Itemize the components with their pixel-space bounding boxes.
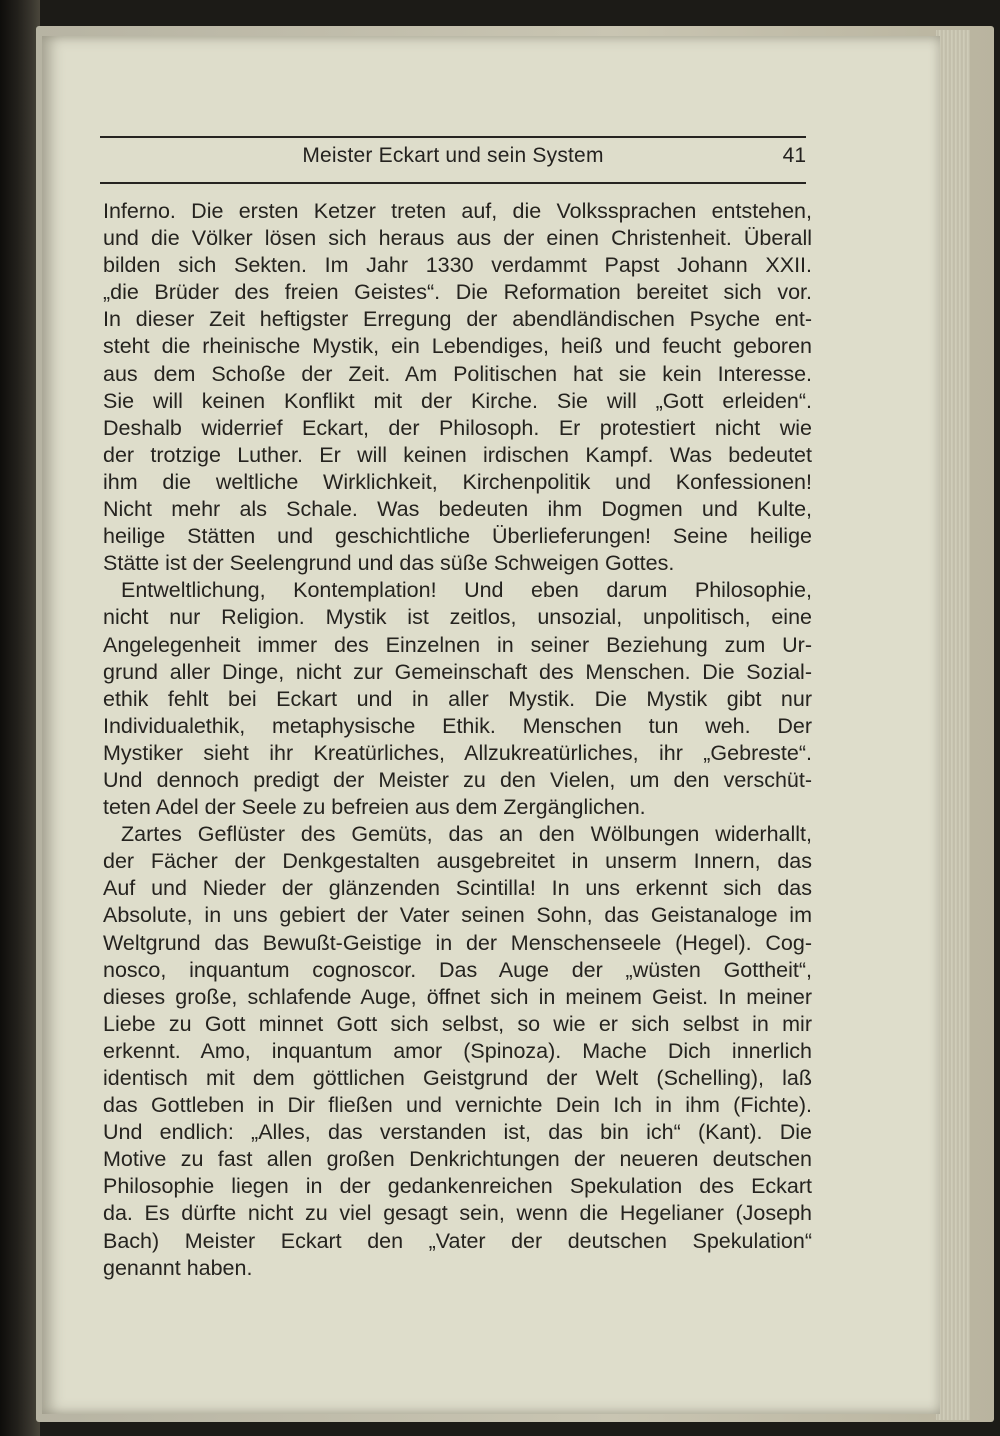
text-line: teten Adel der Seele zu befreien aus dem Zergänglichen.	[103, 795, 646, 820]
text-line: genannt haben.	[103, 1255, 253, 1280]
text-line: Entweltlichung, Kontemplation! Und eben darum Philosophie,	[121, 578, 812, 603]
text-line: dieses große, schlafende Auge, öffnet sich in meinem Geist. In meiner	[103, 984, 812, 1009]
text-line: Individualethik, metaphysische Ethik. Menschen tun weh. Der	[103, 713, 812, 738]
text-line: Philosophie liegen in der gedankenreichen Spekulation des Eckart	[103, 1174, 812, 1199]
text-line: Und dennoch predigt der Meister zu den Vielen, um den verschüt-	[103, 767, 812, 792]
text-line: nicht nur Religion. Mystik ist zeitlos, unsozial, unpolitisch, eine	[103, 605, 812, 630]
text-line: das Gottleben in Dir fließen und vernichte Dein Ich in ihm (Fichte).	[103, 1093, 812, 1118]
text-line: Liebe zu Gott minnet Gott sich selbst, so wie er sich selbst in mir	[103, 1011, 812, 1036]
text-line: Und endlich: „Alles, das verstanden ist, das bin ich“ (Kant). Die	[103, 1120, 812, 1145]
text-line: Nicht mehr als Schale. Was bedeuten ihm Dogmen und Kulte,	[103, 497, 812, 522]
book-spine	[0, 0, 40, 1436]
text-line: Sie will keinen Konflikt mit der Kirche. Sie will „Gott erleiden“.	[103, 388, 812, 413]
text-line: Bach) Meister Eckart den „Vater der deutschen Spekulation“	[103, 1228, 812, 1253]
text-line: nosco, inquantum cognoscor. Das Auge der „wüsten Gottheit“,	[103, 957, 812, 982]
text-line: Inferno. Die ersten Ketzer treten auf, die Volkssprachen entstehen,	[103, 199, 812, 223]
text-line: und die Völker lösen sich heraus aus der einen Christenheit. Überall	[103, 226, 812, 251]
text-line: Mystiker sieht ihr Kreatürliches, Allzukreatürliches, ihr „Gebreste“.	[103, 740, 812, 765]
running-header-title: Meister Eckart und sein System	[302, 144, 604, 167]
text-line: da. Es dürfte nicht zu viel gesagt sein, wenn die Hegelianer (Joseph	[103, 1201, 812, 1226]
text-line: Zartes Geflüster des Gemüts, das an den Wölbungen widerhallt,	[121, 822, 812, 847]
text-line: Absolute, in uns gebiert der Vater seinen Sohn, das Geistanaloge im	[103, 903, 812, 928]
text-line: „die Brüder des freien Geistes“. Die Reformation bereitet sich vor.	[103, 280, 812, 305]
text-line: ihm die weltliche Wirklichkeit, Kirchenpolitik und Konfessionen!	[103, 469, 812, 494]
text-line: Motive zu fast allen großen Denkrichtungen der neueren deutschen	[103, 1147, 812, 1172]
text-line: steht die rheinische Mystik, ein Lebendiges, heiß und feucht geboren	[103, 334, 812, 359]
text-line: In dieser Zeit heftigster Erregung der abendländischen Psyche ent-	[103, 307, 812, 332]
text-line: der trotzige Luther. Er will keinen irdischen Kampf. Was bedeutet	[103, 442, 812, 467]
text-line: erkennt. Amo, inquantum amor (Spinoza). Mache Dich innerlich	[103, 1038, 812, 1063]
page-stack-edge	[936, 30, 970, 1420]
text-line: grund aller Dinge, nicht zur Gemeinschaft des Menschen. Die Sozial-	[103, 659, 812, 684]
text-line: Deshalb widerrief Eckart, der Philosoph. Er protestiert nicht wie	[103, 415, 812, 440]
text-line: Angelegenheit immer des Einzelnen in seiner Beziehung zum Ur-	[103, 632, 812, 657]
running-header	[100, 136, 806, 184]
text-line: der Fächer der Denkgestalten ausgebreitet in unserm Innern, das	[103, 849, 812, 874]
body-text	[103, 198, 812, 1282]
text-line: identisch mit dem göttlichen Geistgrund der Welt (Schelling), laß	[103, 1066, 812, 1090]
text-line: Stätte ist der Seelengrund und das süße Schweigen Gottes.	[103, 551, 675, 576]
text-line: Weltgrund das Bewußt-Geistige in der Menschenseele (Hegel). Cog-	[103, 930, 812, 955]
page-number: 41	[782, 144, 806, 167]
text-line: bilden sich Sekten. Im Jahr 1330 verdammt Papst Johann XXII.	[103, 253, 812, 278]
text-line: heilige Stätten und geschichtliche Überlieferungen! Seine heilige	[103, 524, 812, 549]
text-line: Auf und Nieder der glänzenden Scintilla! In uns erkennt sich das	[103, 876, 812, 901]
text-line: ethik fehlt bei Eckart und in aller Mystik. Die Mystik gibt nur	[103, 686, 812, 711]
text-line: aus dem Schoße der Zeit. Am Politischen hat sie kein Interesse.	[103, 361, 812, 386]
